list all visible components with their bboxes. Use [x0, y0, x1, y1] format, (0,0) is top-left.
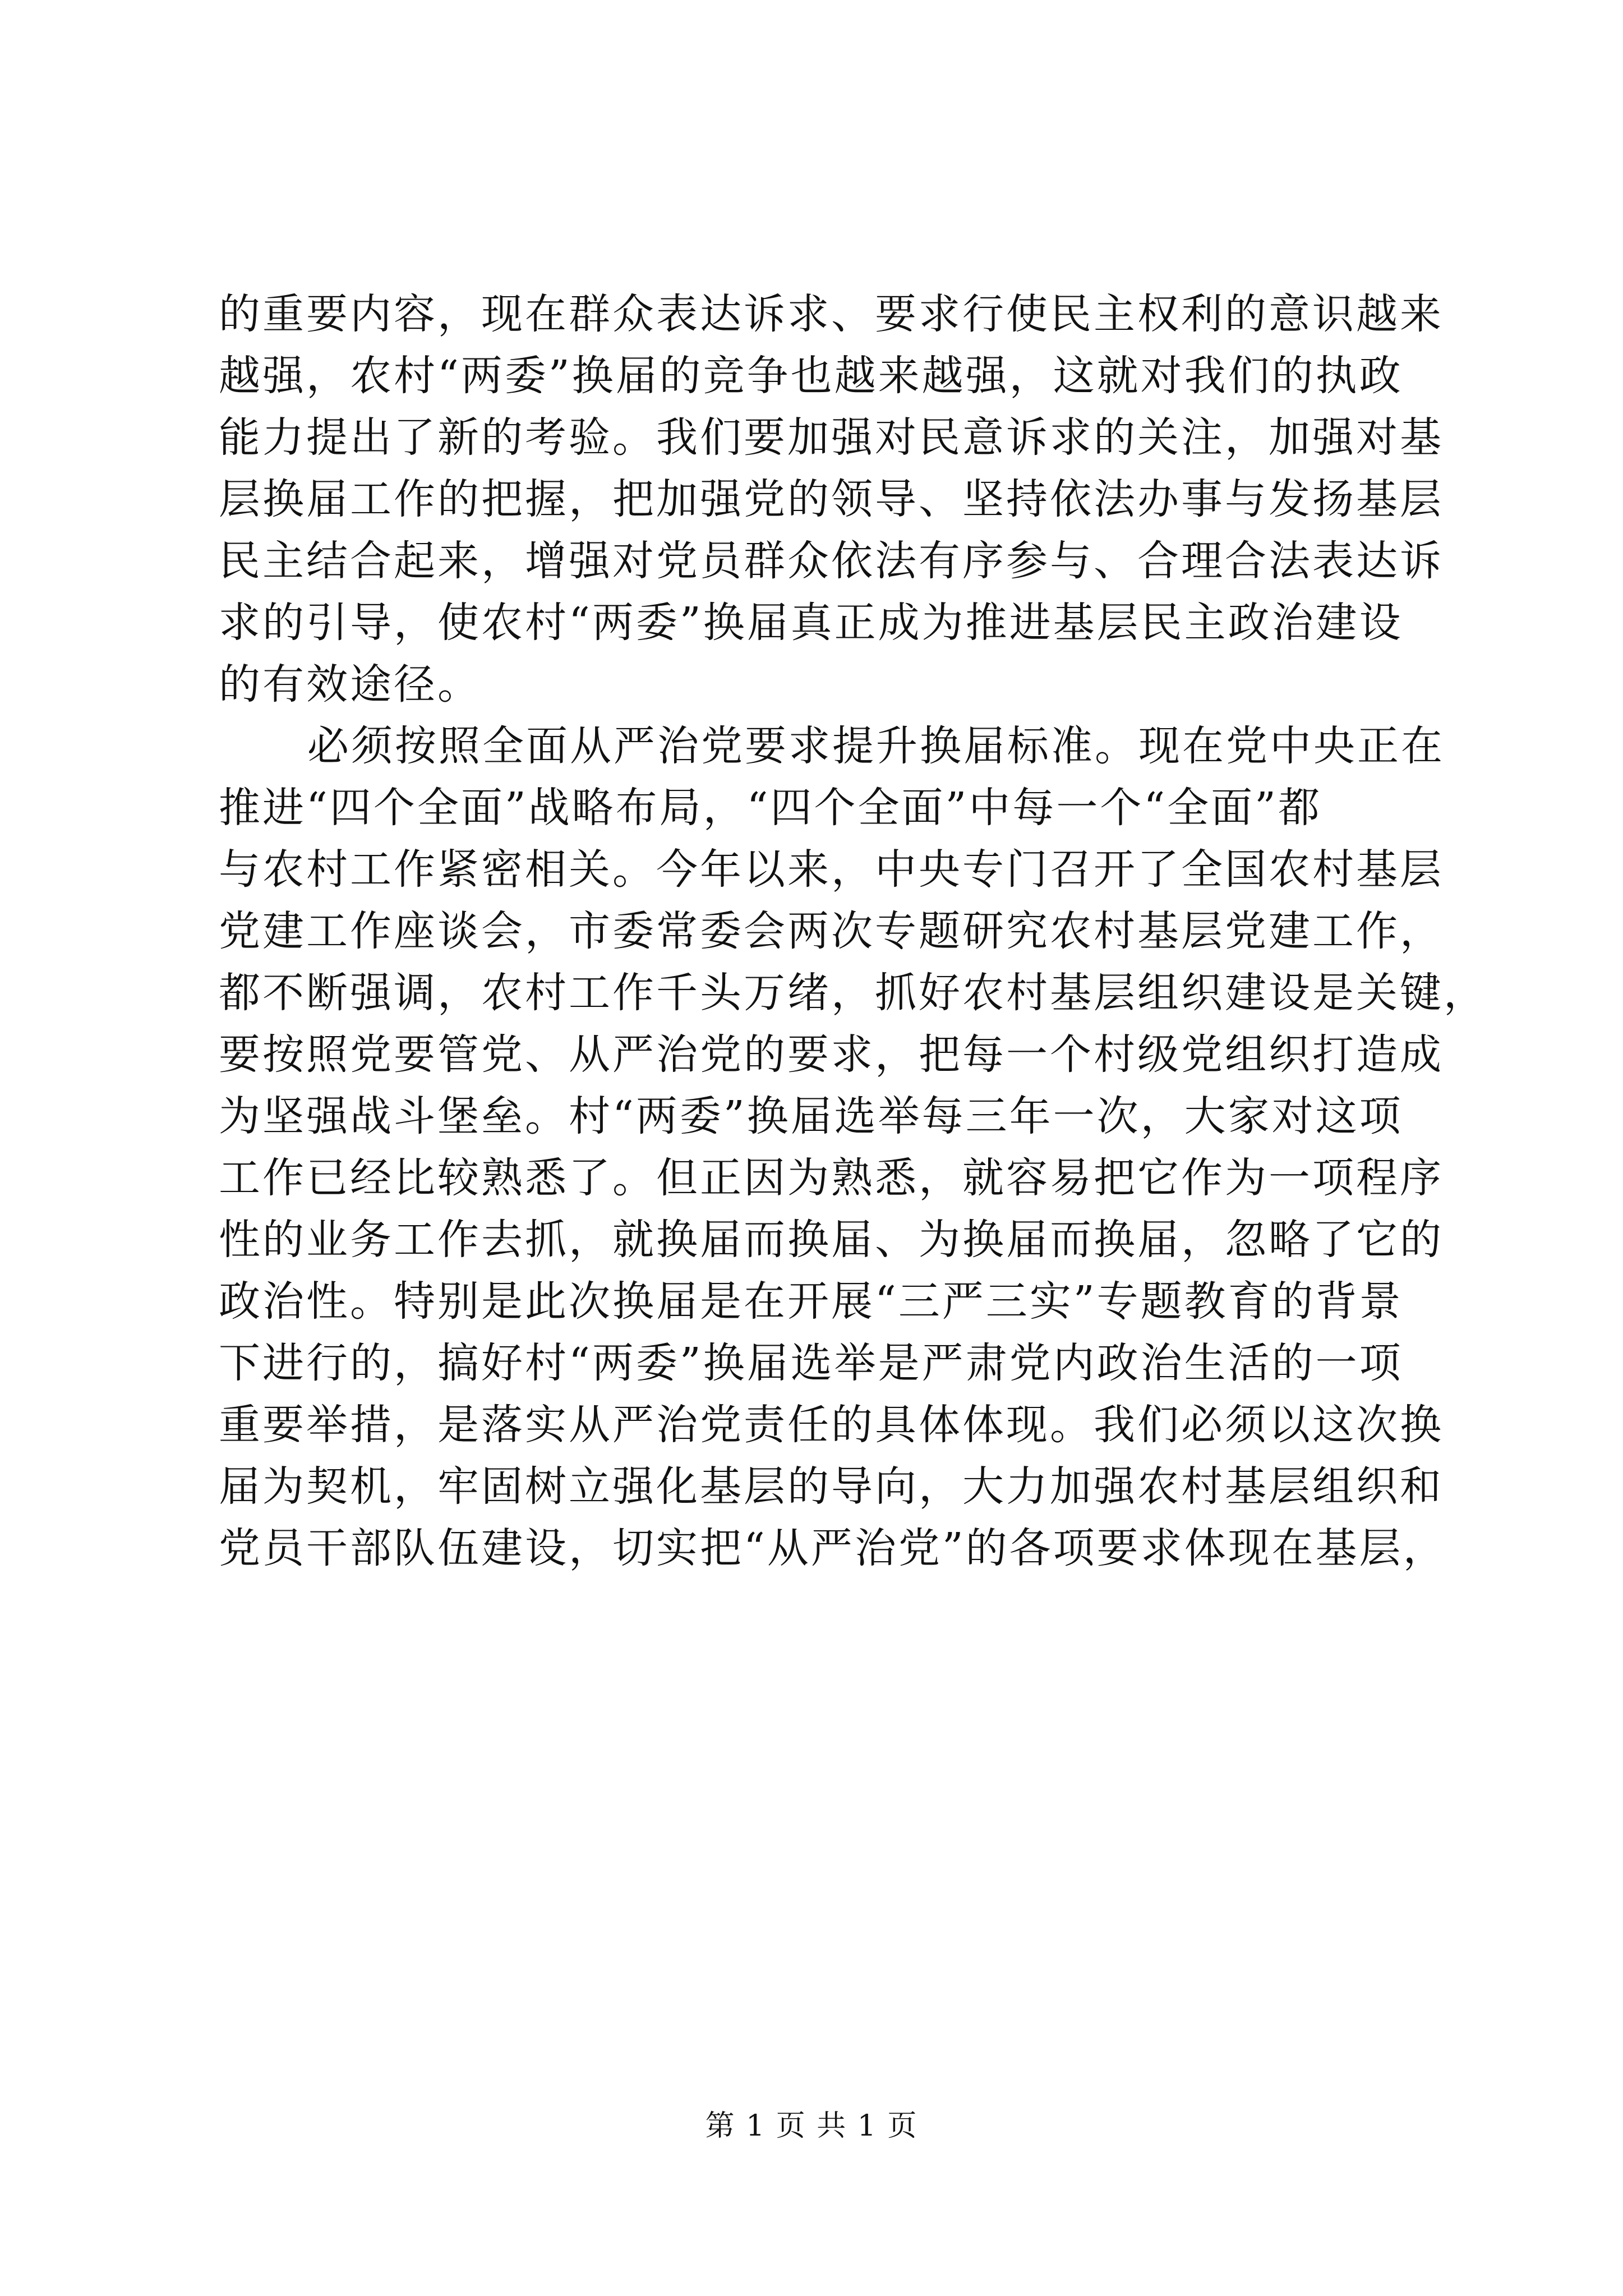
paragraph-start-line: 必须按照全面从严治党要求提升换届标准。现在党中央正在	[307, 722, 1445, 770]
text-line: 性的业务工作去抓，就换届而换届、为换届而换届，忽略了它的	[219, 1216, 1444, 1264]
text-line: 求的引导，使农村“两委”换届真正成为推进基层民主政治建设	[219, 599, 1403, 647]
text-line: 届为契机，牢固树立强化基层的导向，大力加强农村基层组织和	[219, 1462, 1444, 1511]
text-line: 党员干部队伍建设，切实把“从严治党”的各项要求体现在基层，	[219, 1524, 1447, 1572]
text-line: 推进“四个全面”战略布局，“四个全面”中每一个“全面”都	[219, 784, 1322, 832]
text-line: 重要举措，是落实从严治党责任的具体体现。我们必须以这次换	[219, 1401, 1444, 1449]
text-line: 政治性。特别是此次换届是在开展“三严三实”专题教育的背景	[219, 1277, 1403, 1326]
text-line: 工作已经比较熟悉了。但正因为熟悉，就容易把它作为一项程序	[219, 1154, 1444, 1202]
text-line: 民主结合起来，增强对党员群众依法有序参与、合理合法表达诉	[219, 537, 1444, 585]
text-line: 的重要内容，现在群众表达诉求、要求行使民主权利的意识越来	[219, 290, 1444, 338]
body-text	[219, 283, 1487, 1579]
text-line: 层换届工作的把握，把加强党的领导、坚持依法办事与发扬基层	[219, 475, 1444, 523]
text-line: 要按照党要管党、从严治党的要求，把每一个村级党组织打造成	[219, 1030, 1444, 1079]
text-line: 为坚强战斗堡垒。村“两委”换届选举每三年一次，大家对这项	[219, 1092, 1403, 1140]
text-line: 的有效途径。	[219, 660, 481, 708]
text-line: 能力提出了新的考验。我们要加强对民意诉求的关注，加强对基	[219, 413, 1444, 462]
text-line: 下进行的，搞好村“两委”换届选举是严肃党内政治生活的一项	[219, 1339, 1403, 1387]
text-line: 都不断强调，农村工作千头万绪，抓好农村基层组织建设是关键，	[219, 969, 1487, 1017]
page-number-label: 第 1 页 共 1 页	[705, 2109, 918, 2143]
text-line: 与农村工作紧密相关。今年以来，中央专门召开了全国农村基层	[219, 845, 1444, 894]
text-line: 党建工作座谈会，市委常委会两次专题研究农村基层党建工作，	[219, 907, 1444, 955]
text-line: 越强，农村“两委”换届的竞争也越来越强，这就对我们的执政	[219, 352, 1403, 400]
page-footer	[0, 2106, 1623, 2146]
